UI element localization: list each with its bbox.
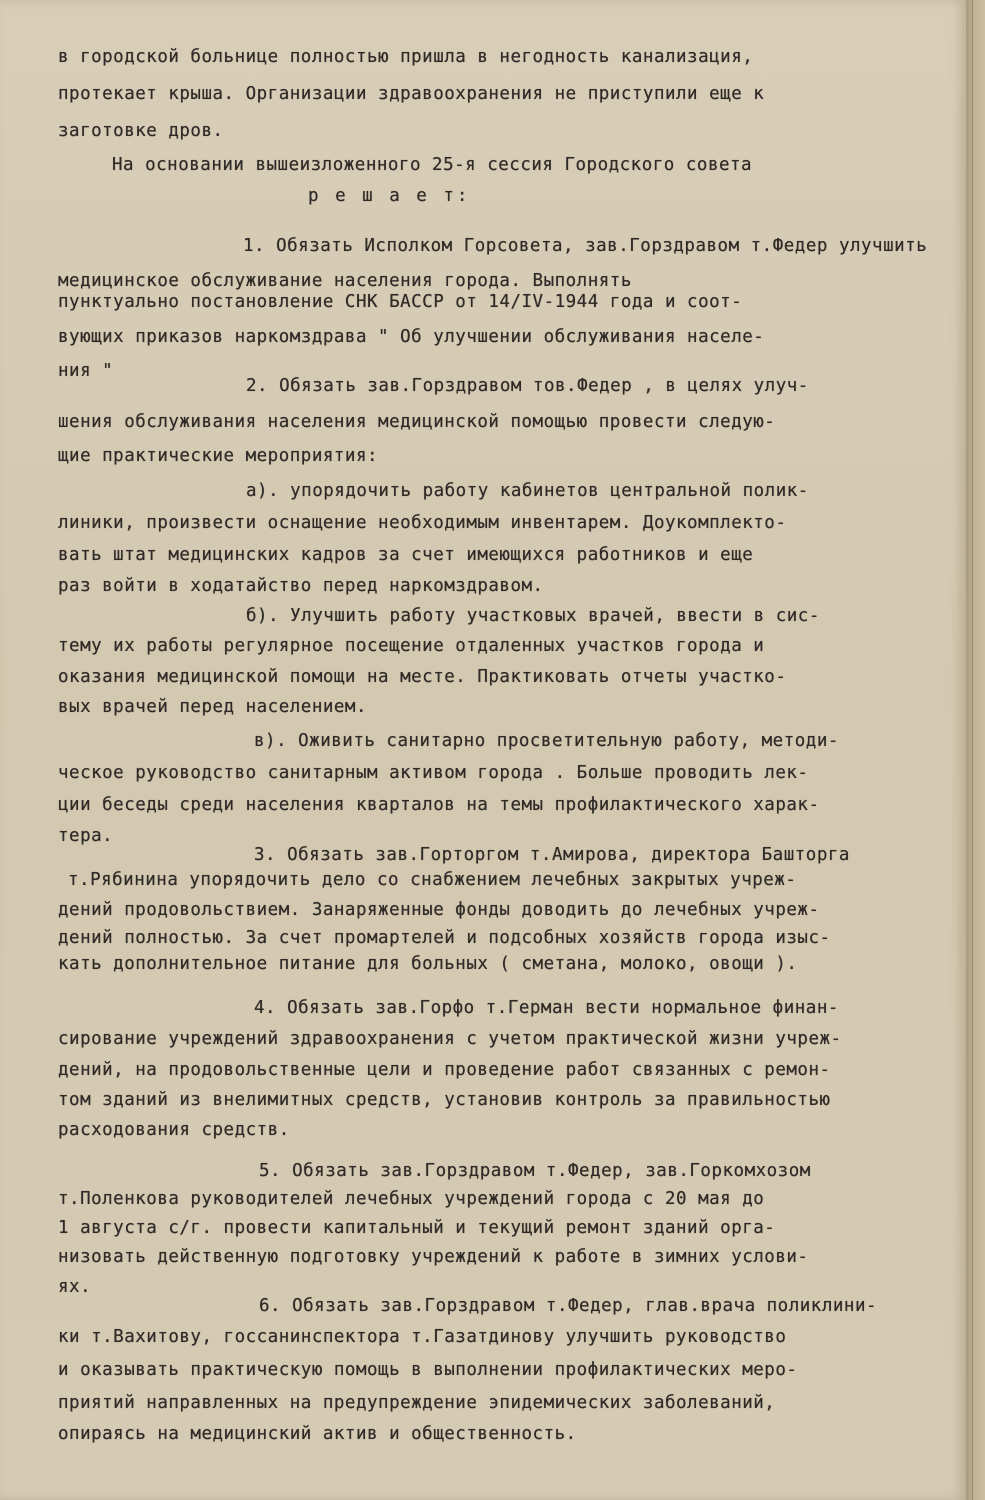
item2b-line-4: вых врачей перед населением. [58, 697, 368, 717]
page-edge [966, 0, 985, 1500]
item1-line-1: 1. Обязать Исполком Горсовета, зав.Горздравом т.Федер улучшить медицинское обслуживание населения города. Выполнять [58, 236, 928, 291]
item3-line-1: 3. Обязать зав.Горторгом т.Амирова, директора Башторга [254, 845, 850, 865]
item4-line-1: 4. Обязать зав.Горфо т.Герман вести нормальное финан- [254, 998, 839, 1018]
item4-line-5: расходования средств. [58, 1120, 290, 1140]
item2a-line-1: а). упорядочить работу кабинетов центральной полик- [246, 481, 809, 501]
item2-line-2: шения обслуживания населения медицинской помощью провести следую- [58, 412, 776, 432]
item6-line-1: 6. Обязать зав.Горздравом т.Федер, глав.врача поликлини- [259, 1296, 878, 1316]
item5-line-1: 5. Обязать зав.Горздравом т.Федер, зав.Горкомхозом [259, 1161, 811, 1181]
item4-line-4: том зданий из внелимитных средств, установив контроль за правильностью [58, 1090, 831, 1110]
item4-line-3: дений, на продовольственные цели и проведение работ связанных с ремон- [58, 1060, 831, 1080]
item2-line-1: 2. Обязать зав.Горздравом тов.Федер , в целях улуч- [246, 376, 809, 396]
item5-line-2: т.Поленкова руководителей лечебных учреждений города с 20 мая до [58, 1189, 765, 1209]
item2v-line-4: тера. [58, 826, 114, 846]
item2a-line-4: раз войти в ходатайство перед наркомздравом. [58, 576, 544, 596]
item2b-line-1: б). Улучшить работу участковых врачей, ввести в сис- [246, 606, 820, 626]
item2a-line-3: вать штат медицинских кадров за счет имеющихся работников и еще [58, 545, 754, 565]
item5-line-5: ях. [58, 1277, 92, 1297]
item2a-line-2: линики, произвести оснащение необходимым инвентарем. Доукомплекто- [58, 513, 787, 533]
item6-line-2: ки т.Вахитову, госсанинспектора т.Газатдинову улучшить руководство [58, 1327, 787, 1347]
item6-line-3: и оказывать практическую помощь в выполнении профилактических меро- [58, 1360, 798, 1380]
item2v-line-3: ции беседы среди населения кварталов на темы профилактического харак- [58, 795, 820, 815]
item6-line-4: приятий направленных на предупреждение эпидемических заболеваний, [58, 1393, 776, 1413]
item2b-line-3: оказания медицинской помощи на месте. Практиковать отчеты участко- [58, 667, 787, 687]
preamble-line: На основании вышеизложенного 25-я сессия Городского совета [112, 155, 753, 175]
item4-line-2: сирование учреждений здравоохранения с учетом практической жизни учреж- [58, 1029, 842, 1049]
intro-line-3: заготовке дров. [58, 121, 224, 141]
item3-line-3: дений продовольствием. Занаряженные фонды доводить до лечебных учреж- [58, 900, 820, 920]
decides-heading: р е ш а е т: [308, 186, 471, 206]
item3-line-4: дений полностью. За счет промартелей и подсобных хозяйств города изыс- [58, 928, 831, 948]
item6-line-5: опираясь на медицинский актив и общественность. [58, 1424, 577, 1444]
intro-line-2: протекает крыша. Организации здравоохранения не приступили еще к [58, 84, 765, 104]
item1-line-2: пунктуально постановление СНК БАССР от 14/IV-1944 года и соот- [58, 292, 743, 312]
item2-line-3: щие практические мероприятия: [58, 446, 379, 466]
item2v-line-2: ческое руководство санитарным активом города . Больше проводить лек- [58, 763, 809, 783]
item1-line-4: ния " [58, 361, 114, 381]
item5-line-3: 1 августа с/г. провести капитальный и текущий ремонт зданий орга- [58, 1218, 776, 1238]
item3-line-2: т.Рябинина упорядочить дело со снабжением лечебных закрытых учреж- [68, 870, 797, 890]
intro-line-1: в городской больнице полностью пришла в негодность канализация, [58, 47, 754, 67]
item5-line-4: низовать действенную подготовку учреждений к работе в зимних услови- [58, 1247, 809, 1267]
item1-line-3: вующих приказов наркомздрава " Об улучшении обслуживания населе- [58, 327, 765, 347]
item2b-line-2: тему их работы регулярное посещение отдаленных участков города и [58, 636, 765, 656]
item3-line-5: кать дополнительное питание для больных ( сметана, молоко, овощи ). [58, 954, 798, 974]
item2v-line-1: в). Оживить санитарно просветительную работу, методи- [254, 731, 839, 751]
